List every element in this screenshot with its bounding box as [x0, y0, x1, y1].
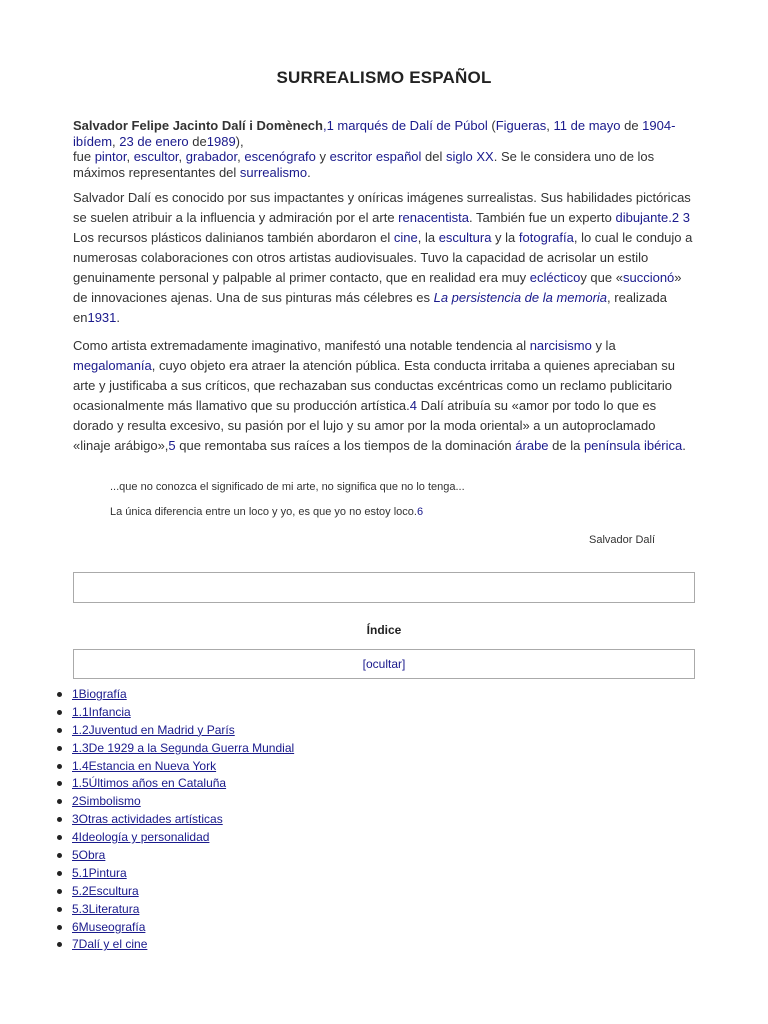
toc-item — [55, 883, 294, 901]
link-grabador[interactable]: grabador — [185, 149, 238, 164]
link-arabe[interactable]: árabe — [515, 438, 549, 453]
empty-box — [73, 572, 695, 603]
toc-link[interactable]: 2Simbolismo — [72, 794, 141, 809]
quote-1: ...que no conozca el significado de mi arte, no significa que no lo tenga... — [110, 481, 465, 493]
text: de — [188, 133, 207, 149]
ref-6[interactable]: 6 — [416, 506, 424, 518]
link-11-mayo[interactable]: 11 de mayo — [553, 118, 621, 133]
ref-5[interactable]: 5 — [168, 438, 176, 453]
link-23-enero[interactable]: 23 de enero — [119, 133, 189, 149]
index-title: Índice — [366, 623, 402, 637]
toc-item — [55, 919, 294, 937]
link-escultor[interactable]: escultor — [133, 149, 179, 164]
link-cine[interactable]: cine — [393, 230, 418, 245]
link-renacentista[interactable]: renacentista — [398, 210, 469, 225]
link-siglo-xx[interactable]: siglo XX — [446, 149, 494, 164]
paragraph-2 — [73, 188, 695, 328]
text: Dalí atribuía su «amor por todo lo que es dorado y resulta excesivo, su pasión por el lujo y su amor por la moda oriental» a un autoproclamado «linaje arábigo», — [73, 398, 657, 453]
toc-item — [55, 865, 294, 883]
text: y — [315, 149, 330, 164]
toc-item — [55, 793, 294, 811]
link-dibujante[interactable]: dibujante — [615, 210, 669, 225]
table-of-contents — [55, 686, 294, 954]
toc-link[interactable]: 5Obra — [72, 848, 106, 863]
text: Los recursos plásticos dalinianos también abordaron el — [73, 230, 394, 245]
toc-link[interactable]: 5.1Pintura — [72, 865, 127, 880]
toc-item — [55, 936, 294, 954]
toc-item — [55, 758, 294, 776]
text: . También fue un experto — [469, 210, 616, 225]
link-pintor[interactable]: pintor — [94, 149, 127, 164]
link-peninsula[interactable]: península ibérica — [583, 438, 683, 453]
text: . Se le considera uno de los máximos representantes del — [73, 149, 655, 180]
toc-link[interactable]: 4Ideología y personalidad — [72, 830, 210, 845]
text: , — [178, 149, 186, 164]
text: de la — [548, 438, 584, 453]
link-figueras[interactable]: Figueras — [495, 118, 547, 133]
text: » de innovaciones ajenas. Una de sus pinturas más célebres es — [73, 270, 682, 305]
toc-item — [55, 775, 294, 793]
text: del — [421, 149, 447, 164]
quote-2 — [110, 506, 423, 518]
toc-link[interactable]: 6Museografía — [72, 919, 146, 934]
text: y que « — [580, 270, 623, 285]
toc-link[interactable]: 1.2Juventud en Madrid y París — [72, 722, 235, 737]
toc-link[interactable]: 1.4Estancia en Nueva York — [72, 758, 217, 773]
link-marques[interactable]: ,1 marqués de Dalí de Púbol — [322, 118, 488, 133]
toc-link[interactable]: 1.5Últimos años en Cataluña — [72, 776, 227, 791]
text: Salvador Dalí es conocido por sus impactantes y oníricas imágenes surrealistas. Sus habilidades pictóricas se suelen atribuir a la influencia y admiración por el arte — [73, 190, 691, 225]
paragraph-3 — [73, 336, 695, 456]
text: , — [237, 149, 245, 164]
link-escritor[interactable]: escritor — [329, 149, 373, 164]
toc-item — [55, 686, 294, 704]
text: ( — [487, 118, 496, 133]
link-escultura[interactable]: escultura — [438, 230, 492, 245]
text: , — [126, 149, 134, 164]
text: de — [620, 118, 643, 133]
text: y la — [491, 230, 519, 245]
toc-item — [55, 704, 294, 722]
text: , lo cual le condujo a numerosas colaboraciones con otros artistas audiovisuales. Tuvo la capacidad de acrisolar un estilo genuinamente personal y palpable al primer contacto, que en realidad era muy — [73, 230, 693, 285]
toc-item — [55, 740, 294, 758]
toc-link[interactable]: 3Otras actividades artísticas — [72, 812, 223, 827]
toc-link[interactable]: 7Dalí y el cine — [72, 937, 148, 952]
toc-link[interactable]: 5.3Literatura — [72, 901, 140, 916]
text: , cuyo objeto era atraer la atención pública. Esta conducta irritaba a quienes apreciaban su arte y justificaba a sus críticos, que rechazaban sus conductas excéntricas como un reclamo publicitario ocasionalmente más llamativo que su producción artística. — [73, 358, 675, 413]
index-toggle-box — [73, 649, 695, 679]
text: . — [682, 438, 686, 453]
link-megalomania[interactable]: megalomanía — [73, 358, 152, 373]
page-title: SURREALISMO ESPAÑOL — [276, 68, 492, 87]
hide-index-link[interactable]: [ocultar] — [362, 657, 406, 671]
text: . — [116, 310, 121, 325]
text: , — [546, 118, 554, 133]
text: fue — [73, 149, 95, 164]
text: y la — [591, 338, 616, 353]
text: , realizada en — [73, 290, 668, 325]
link-escenografo[interactable]: escenógrafo — [244, 149, 316, 164]
link-succiono[interactable]: succionó — [622, 270, 675, 285]
text: que remontaba sus raíces a los tiempos de la dominación — [175, 438, 516, 453]
toc-link[interactable]: 5.2Escultura — [72, 883, 139, 898]
toc-link[interactable]: 1.1Infancia — [72, 704, 131, 719]
toc-link[interactable]: 1Biografía — [72, 687, 127, 701]
link-1931[interactable]: 1931 — [87, 310, 117, 325]
intro-name: Salvador Felipe Jacinto Dalí i Domènech — [73, 118, 323, 133]
link-1989[interactable]: 1989 — [206, 133, 236, 149]
link-eclectico[interactable]: ecléctico — [529, 270, 581, 285]
intro-paragraph — [73, 118, 695, 180]
text: . — [307, 164, 311, 180]
toc-item — [55, 722, 294, 740]
text: , la — [417, 230, 439, 245]
ref-2-3[interactable]: .2 3 — [668, 210, 690, 225]
link-ibidem[interactable]: -ibídem — [73, 118, 676, 149]
link-persistencia[interactable]: La persistencia de la memoria — [433, 290, 608, 305]
text: ), — [235, 133, 244, 149]
quote-author: Salvador Dalí — [589, 534, 656, 546]
text: Como artista extremadamente imaginativo, manifestó una notable tendencia al — [73, 338, 530, 353]
text: , — [112, 133, 120, 149]
toc-item — [55, 901, 294, 919]
quote-2-text: La única diferencia entre un loco y yo, es que yo no estoy loco. — [110, 506, 417, 518]
toc-link[interactable]: 1.3De 1929 a la Segunda Guerra Mundial — [72, 740, 295, 755]
link-espanol[interactable]: español — [375, 149, 422, 164]
toc-item — [55, 811, 294, 829]
link-fotografia[interactable]: fotografía — [518, 230, 574, 245]
toc-item — [55, 829, 294, 847]
link-narcisismo[interactable]: narcisismo — [529, 338, 592, 353]
link-1904[interactable]: 1904 — [642, 118, 672, 133]
ref-4[interactable]: 4 — [409, 398, 417, 413]
toc-item — [55, 847, 294, 865]
link-surrealismo[interactable]: surrealismo — [239, 164, 308, 180]
